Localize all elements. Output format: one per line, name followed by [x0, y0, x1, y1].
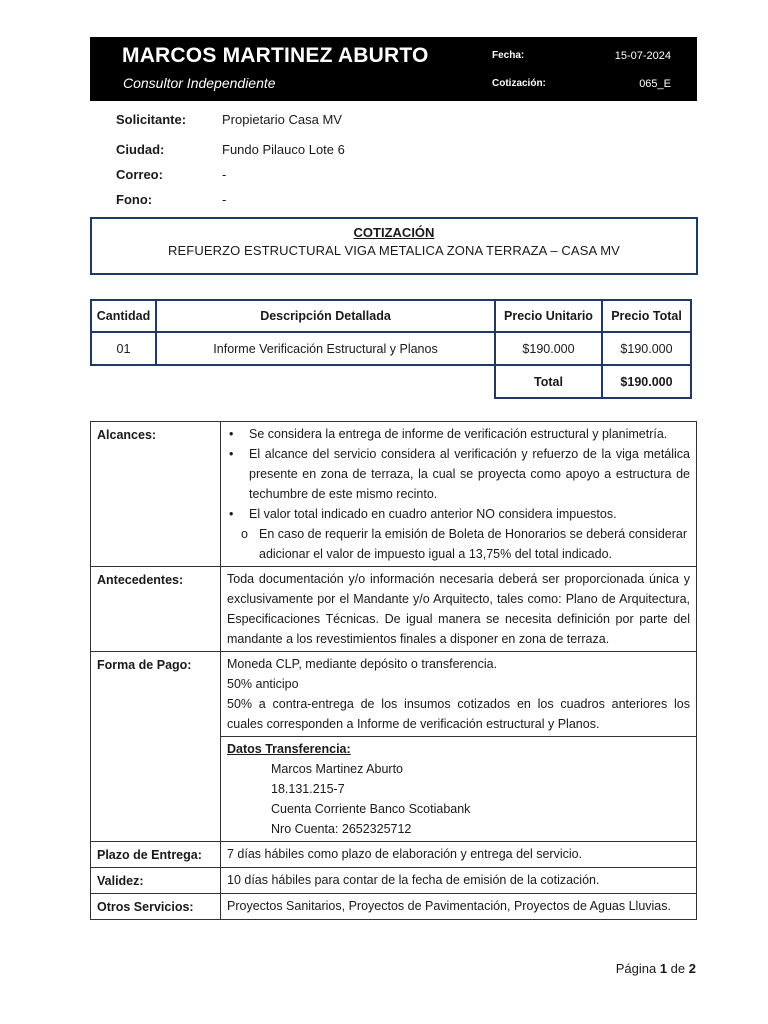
row-descripcion: Informe Verificación Estructural y Planos: [156, 332, 495, 365]
bullet-icon: •: [229, 507, 234, 521]
correo-label: Correo:: [116, 167, 163, 182]
correo-value: -: [222, 167, 227, 182]
quote-subtitle: REFUERZO ESTRUCTURAL VIGA METALICA ZONA TERRAZA – CASA MV: [168, 243, 620, 258]
circle-bullet-icon: o: [241, 527, 248, 541]
total-pages: 2: [688, 961, 696, 976]
antecedentes-label: Antecedentes:: [91, 567, 221, 652]
plazo-value: 7 días hábiles como plazo de elaboración y entrega del servicio.: [221, 842, 697, 868]
transfer-line: Nro Cuenta: 2652325712: [271, 822, 412, 836]
otros-label: Otros Servicios:: [91, 894, 221, 920]
validez-label: Validez:: [91, 868, 221, 894]
author-name: MARCOS MARTINEZ ABURTO: [122, 44, 429, 67]
transfer-line: 18.131.215-7: [271, 782, 345, 796]
transfer-line: Cuenta Corriente Banco Scotiabank: [271, 802, 471, 816]
current-page: 1: [659, 961, 668, 976]
validez-row: [91, 868, 697, 894]
fono-value: -: [222, 192, 227, 207]
list-item-text: El alcance del servicio considera al verificación y refuerzo de la viga metálica presente en zona de terraza, la cual se proyecta como apoyo a estructura de techumbre de este mismo recinto.: [249, 447, 690, 501]
pagina-label: Página: [615, 961, 657, 976]
terms-table: [90, 421, 697, 920]
plazo-row: [91, 842, 697, 868]
table-row: [91, 332, 691, 365]
col-descripcion: Descripción Detallada: [156, 300, 495, 332]
pago-content: [221, 652, 697, 737]
empty-cell: [156, 365, 495, 398]
pago-line: Moneda CLP, mediante depósito o transferencia.: [227, 657, 498, 671]
bullet-icon: •: [229, 447, 234, 461]
solicitante-value: Propietario Casa MV: [222, 112, 342, 127]
cotizacion-value: 065_E: [639, 78, 671, 90]
row-cantidad: 01: [91, 332, 156, 365]
validez-value: 10 días hábiles para contar de la fecha de emisión de la cotización.: [221, 868, 697, 894]
alcances-row: [91, 422, 697, 567]
pago-line: 50% a contra-entrega de los insumos cotizados en los cuadros anteriores los cuales corresponden a Informe de verificación estructural y Planos.: [227, 697, 690, 731]
list-item: [227, 524, 690, 564]
fono-label: Fono:: [116, 192, 153, 207]
col-precio-unitario: Precio Unitario: [495, 300, 602, 332]
plazo-label: Plazo de Entrega:: [91, 842, 221, 868]
author-role: Consultor Independiente: [123, 75, 276, 91]
total-label: Total: [495, 365, 602, 398]
pago-label: Forma de Pago:: [91, 652, 221, 842]
bullet-icon: •: [229, 427, 234, 441]
solicitante-label: Solicitante:: [116, 112, 187, 127]
list-item-text: En caso de requerir la emisión de Boleta de Honorarios se deberá considerar adicionar el valor de impuesto igual a 13,75% del total indicado.: [259, 527, 688, 561]
de-label: de: [670, 961, 686, 976]
pago-line: 50% anticipo: [227, 677, 299, 691]
alcances-content: [221, 422, 697, 567]
cotizacion-label: Cotización:: [492, 78, 546, 89]
ciudad-value: Fundo Pilauco Lote 6: [222, 142, 345, 157]
document-header: [90, 37, 697, 101]
fecha-value: 15-07-2024: [614, 50, 671, 62]
transfer-line: Marcos Martinez Aburto: [271, 762, 403, 776]
empty-cell: [91, 365, 156, 398]
quote-heading: COTIZACIÓN: [353, 225, 435, 240]
ciudad-label: Ciudad:: [116, 142, 165, 157]
list-item: [227, 444, 690, 504]
list-item-text: Se considera la entrega de informe de verificación estructural y planimetría.: [249, 427, 668, 441]
col-cantidad: Cantidad: [91, 300, 156, 332]
transfer-title: Datos Transferencia:: [227, 742, 351, 756]
price-table-header: [91, 300, 691, 332]
price-table: [90, 299, 692, 399]
list-item: [227, 424, 690, 444]
total-value: $190.000: [602, 365, 691, 398]
transfer-content: [221, 737, 697, 842]
total-row: [91, 365, 691, 398]
alcances-label: Alcances:: [91, 422, 221, 567]
fecha-label: Fecha:: [492, 50, 525, 61]
alcances-list: [227, 424, 690, 564]
antecedentes-row: [91, 567, 697, 652]
list-item-text: El valor total indicado en cuadro anterior NO considera impuestos.: [249, 507, 617, 521]
pago-row: [91, 652, 697, 737]
list-item: [227, 504, 690, 524]
col-precio-total: Precio Total: [602, 300, 691, 332]
otros-value: Proyectos Sanitarios, Proyectos de Pavimentación, Proyectos de Aguas Lluvias.: [221, 894, 697, 920]
row-total: $190.000: [602, 332, 691, 365]
page-number: [616, 961, 696, 976]
antecedentes-value: Toda documentación y/o información necesaria deberá ser proporcionada única y exclusivamente por el Mandante y/o Arquitecto, tales como: Plano de Arquitectura, Especificaciones Técnicas. De igual manera se necesita definición por parte del mandante a los revestimientos finales a disponer en zona de terraza.: [221, 567, 697, 652]
row-unitario: $190.000: [495, 332, 602, 365]
quote-title-box: [90, 217, 698, 275]
otros-row: [91, 894, 697, 920]
